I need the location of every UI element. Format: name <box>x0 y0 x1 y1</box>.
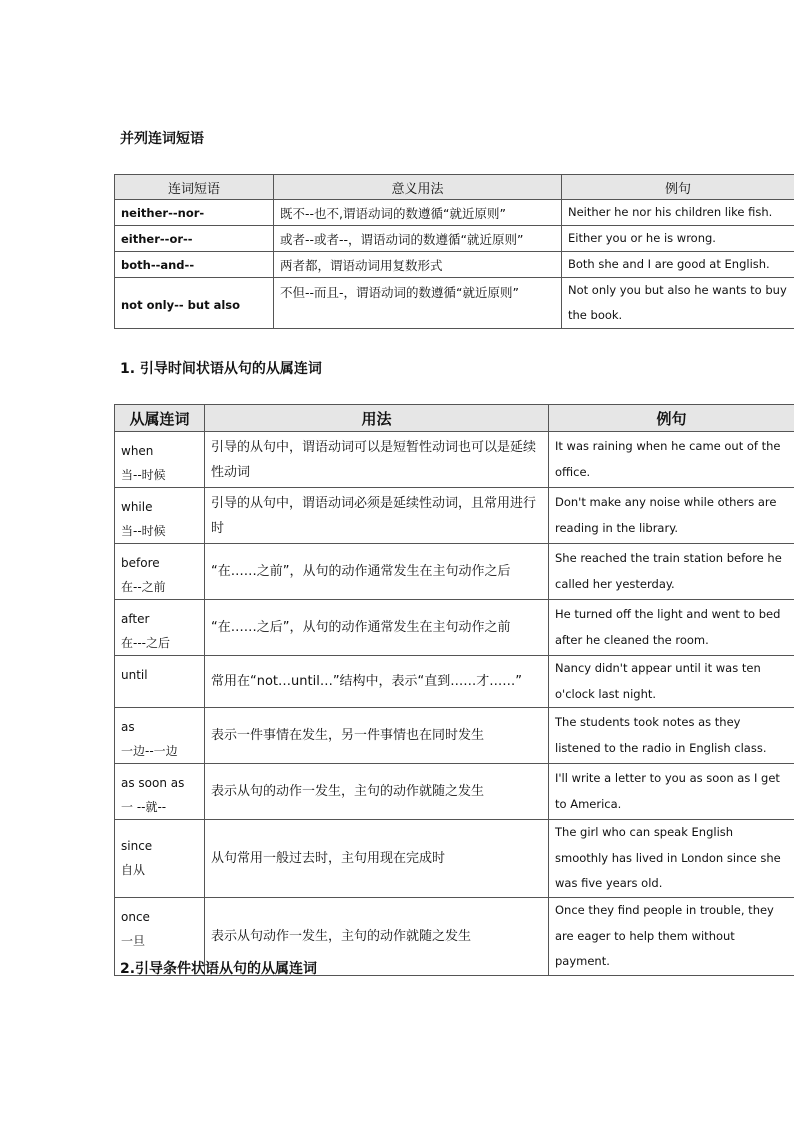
header-example: 例句 <box>562 175 794 200</box>
conjunction-meaning: 当--时候 <box>121 468 166 482</box>
table-row <box>115 656 794 708</box>
header-usage: 意义用法 <box>274 175 562 200</box>
conjunction-cell <box>115 708 205 764</box>
conjunction-word: when <box>121 444 154 458</box>
phrase-cell: not only-- but also <box>115 278 274 329</box>
table-header-row <box>115 405 794 432</box>
example-cell: She reached the train station before he called her yesterday. <box>549 544 794 600</box>
conjunction-word: once <box>121 910 150 924</box>
conjunction-cell <box>115 432 205 488</box>
usage-cell: 引导的从句中，谓语动词可以是短暂性动词也可以是延续性动词 <box>205 432 549 488</box>
conjunction-word: while <box>121 500 153 514</box>
usage-cell: 既不--也不,谓语动词的数遵循“就近原则” <box>274 200 562 226</box>
conjunction-meaning: 当--时候 <box>121 524 166 538</box>
example-cell: The girl who can speak English smoothly has lived in London since she was five years old. <box>549 820 794 898</box>
heading-condition-clause: 2.引导条件状语从句的从属连词 <box>120 961 318 977</box>
usage-cell: 表示一件事情在发生，另一件事情也在同时发生 <box>205 708 549 764</box>
table-row <box>115 708 794 764</box>
table-row <box>115 200 794 226</box>
conjunction-meaning: 在---之后 <box>121 636 170 650</box>
phrase-cell: neither--nor- <box>115 200 274 226</box>
usage-cell: 表示从句动作一发生，主句的动作就随之发生 <box>205 898 549 976</box>
phrase-cell: both--and-- <box>115 252 274 278</box>
table-row <box>115 544 794 600</box>
heading-time-clause: 1. 引导时间状语从句的从属连词 <box>120 361 322 377</box>
table-row <box>115 252 794 278</box>
table-row <box>115 820 794 898</box>
example-cell: Either you or he is wrong. <box>562 226 794 252</box>
example-cell: Nancy didn't appear until it was ten o'clock last night. <box>549 656 794 708</box>
conjunction-word: as soon as <box>121 776 185 790</box>
usage-cell: “在……之后”，从句的动作通常发生在主句动作之前 <box>205 600 549 656</box>
conjunction-word: until <box>121 668 148 682</box>
header-conjunction: 从属连词 <box>115 405 205 432</box>
header-phrase: 连词短语 <box>115 175 274 200</box>
conjunction-meaning: 一边--一边 <box>121 744 178 758</box>
conjunction-word: as <box>121 720 135 734</box>
conjunction-cell <box>115 656 205 708</box>
usage-cell: 不但--而且-，谓语动词的数遵循“就近原则” <box>274 278 562 329</box>
example-cell: Not only you but also he wants to buy the book. <box>562 278 794 329</box>
conjunction-meaning: 一旦 <box>121 934 146 948</box>
example-cell: Both she and I are good at English. <box>562 252 794 278</box>
example-cell: Neither he nor his children like fish. <box>562 200 794 226</box>
conjunction-cell <box>115 764 205 820</box>
header-example: 例句 <box>549 405 794 432</box>
table-row <box>115 600 794 656</box>
conjunction-cell <box>115 600 205 656</box>
conjunction-word: since <box>121 839 153 853</box>
conjunction-meaning: 一 --就-- <box>121 800 167 814</box>
table-row <box>115 226 794 252</box>
header-usage: 用法 <box>205 405 549 432</box>
conjunction-word: before <box>121 556 160 570</box>
conjunction-cell <box>115 544 205 600</box>
table-row <box>115 432 794 488</box>
table-row <box>115 488 794 544</box>
example-cell: Once they find people in trouble, they are eager to help them without payment. <box>549 898 794 976</box>
usage-cell: 或者--或者--，谓语动词的数遵循“就近原则” <box>274 226 562 252</box>
usage-cell: 从句常用一般过去时，主句用现在完成时 <box>205 820 549 898</box>
usage-cell: 表示从句的动作一发生，主句的动作就随之发生 <box>205 764 549 820</box>
example-cell: He turned off the light and went to bed after he cleaned the room. <box>549 600 794 656</box>
conjunction-cell <box>115 488 205 544</box>
phrase-cell: either--or-- <box>115 226 274 252</box>
example-cell: I'll write a letter to you as soon as I get to America. <box>549 764 794 820</box>
example-cell: The students took notes as they listened to the radio in English class. <box>549 708 794 764</box>
conjunction-meaning: 在--之前 <box>121 580 166 594</box>
conjunction-cell <box>115 820 205 898</box>
table-header-row <box>115 175 794 200</box>
table-row <box>115 764 794 820</box>
conjunction-word: after <box>121 612 150 626</box>
heading-coordinating: 并列连词短语 <box>120 131 204 147</box>
usage-cell: 常用在“not…until…”结构中，表示“直到……才……” <box>205 656 549 708</box>
usage-cell: 引导的从句中，谓语动词必须是延续性动词，且常用进行时 <box>205 488 549 544</box>
table-row <box>115 278 794 329</box>
usage-cell: 两者都，谓语动词用复数形式 <box>274 252 562 278</box>
usage-cell: “在……之前”，从句的动作通常发生在主句动作之后 <box>205 544 549 600</box>
time-clause-conjunction-table <box>114 404 794 976</box>
conjunction-meaning: 自从 <box>121 863 146 877</box>
example-cell: It was raining when he came out of the office. <box>549 432 794 488</box>
example-cell: Don't make any noise while others are reading in the library. <box>549 488 794 544</box>
coordinating-conjunction-table <box>114 174 794 329</box>
